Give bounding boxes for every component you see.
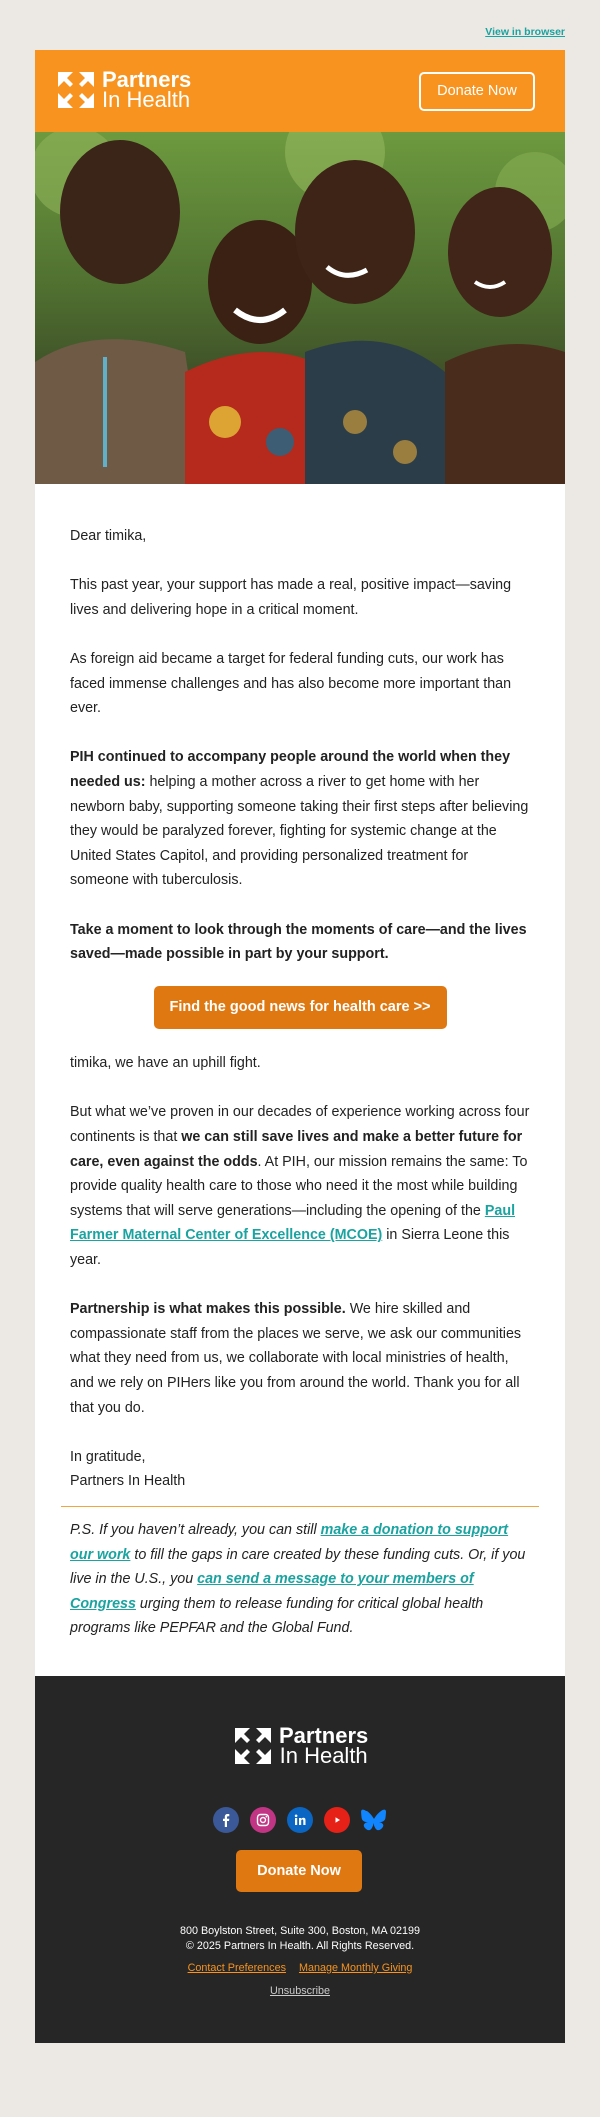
logo-line-1: Partners (102, 67, 192, 92)
congress-message-link[interactable]: can send a message to your members of Congress (70, 1571, 474, 1612)
manage-monthly-giving-link[interactable]: Manage Monthly Giving (298, 1961, 413, 1974)
divider (61, 1506, 539, 1507)
postscript (70, 1518, 530, 1641)
footer-links (35, 1962, 565, 1974)
contact-preferences-link[interactable]: Contact Preferences (187, 1961, 286, 1974)
paragraph-moments-bold: Take a moment to look through the moments of care—and the lives saved—made possible in part by your support. (70, 921, 527, 963)
postscript-c: urging them to release funding for critical global health programs like PEPFAR and the Global Fund. (70, 1595, 484, 1637)
greeting: Dear timika, (70, 528, 147, 544)
paragraph-pih-accompany (70, 745, 530, 893)
footer-address: 800 Boylston Street, Suite 300, Boston, MA 02199 (179, 1924, 421, 1937)
linkedin-icon[interactable] (287, 1807, 313, 1833)
header-donate-button[interactable]: Donate Now (419, 72, 535, 111)
footer (35, 1676, 565, 2043)
paragraph-partnership-rest: We hire skilled and compassionate staff from the places we serve, we ask our communities what they need from us, we collaborate with local ministries of health, and we rely on PIHers like you from around the world. Thank you for all that you do. (70, 1301, 522, 1416)
logo-text (102, 67, 192, 112)
bottom-spacer (0, 2043, 600, 2061)
paragraph-proven-a: But what we’ve proven in our decades of experience working across four continents is that (70, 1104, 530, 1146)
footer-logo-line-2: In Health (279, 1742, 368, 1768)
footer-logo-line-1: Partners (279, 1722, 369, 1748)
paragraph-uphill: timika, we have an uphill fight. (70, 1055, 261, 1072)
paragraph-proven-bold: we can still save lives and make a better future for care, even against the odds (70, 1129, 523, 1170)
paragraph-partnership-bold: Partnership is what makes this possible. (70, 1301, 346, 1318)
paragraph-proven (70, 1100, 530, 1272)
mcoe-link[interactable]: Paul Farmer Maternal Center of Excellence (MCOE) (70, 1202, 516, 1244)
good-news-button[interactable]: Find the good news for health care >> (154, 986, 447, 1029)
paragraph-pih-accompany-bold: PIH continued to accompany people around the world when they needed us: (70, 749, 511, 790)
facebook-icon[interactable] (213, 1807, 239, 1833)
logo-line-2: In Health (102, 87, 191, 112)
paragraph-foreign-aid: As foreign aid became a target for federal funding cuts, our work has faced immense challenges and has also become more important than ever. (70, 650, 512, 717)
social-links (35, 1807, 565, 1833)
footer-donate-button[interactable]: Donate Now (236, 1850, 362, 1892)
postscript-b: to fill the gaps in care created by these funding cuts. Or, if you live in the U.S., you (70, 1546, 526, 1588)
header-banner (35, 50, 565, 132)
signature (70, 1445, 530, 1494)
donation-link[interactable]: make a donation to support our work (70, 1521, 509, 1563)
view-in-browser-link[interactable]: View in browser (485, 26, 565, 38)
footer-logo[interactable] (233, 1722, 369, 1768)
paragraph-pih-accompany-rest: helping a mother across a river to get home with her newborn baby, supporting someone taking their first steps after believing they would be paralyzed forever, fighting for systemic change at the United States Capitol, and providing personalized treatment for someone with tuberculosis. (70, 773, 529, 889)
paragraph-impact: This past year, your support has made a real, positive impact—saving lives and delivering hope in a critical moment. (70, 577, 512, 618)
hero-image[interactable] (35, 132, 565, 484)
footer-logo-text (279, 1722, 369, 1768)
youtube-icon[interactable] (324, 1807, 350, 1833)
footer-address-block (35, 1924, 565, 1954)
pih-logo-mark-icon (56, 70, 96, 110)
footer-copyright: © 2025 Partners In Health. All Rights Reserved. (185, 1939, 415, 1952)
instagram-icon[interactable] (250, 1807, 276, 1833)
paragraph-moments (70, 918, 530, 967)
children-photo-icon (35, 132, 565, 484)
top-bar (0, 0, 600, 50)
bluesky-icon[interactable] (361, 1807, 387, 1833)
paragraph-proven-b: . At PIH, our mission remains the same: To provide quality health care to those who need it the most while building systems that will serve generations—including the opening of the (70, 1153, 528, 1219)
signature-line-2: Partners In Health (70, 1473, 186, 1490)
signature-line-1: In gratitude, (70, 1448, 146, 1465)
paragraph-proven-c: in Sierra Leone this year. (70, 1227, 510, 1269)
email-body (35, 50, 565, 2043)
cta-wrap (70, 986, 530, 1029)
letter-content (35, 484, 565, 1676)
footer-logo-mark-icon (233, 1726, 273, 1766)
paragraph-partnership (70, 1297, 530, 1420)
unsubscribe-link[interactable]: Unsubscribe (269, 1984, 330, 1997)
pih-logo[interactable] (56, 67, 192, 112)
postscript-a: P.S. If you haven’t already, you can still (70, 1521, 321, 1538)
